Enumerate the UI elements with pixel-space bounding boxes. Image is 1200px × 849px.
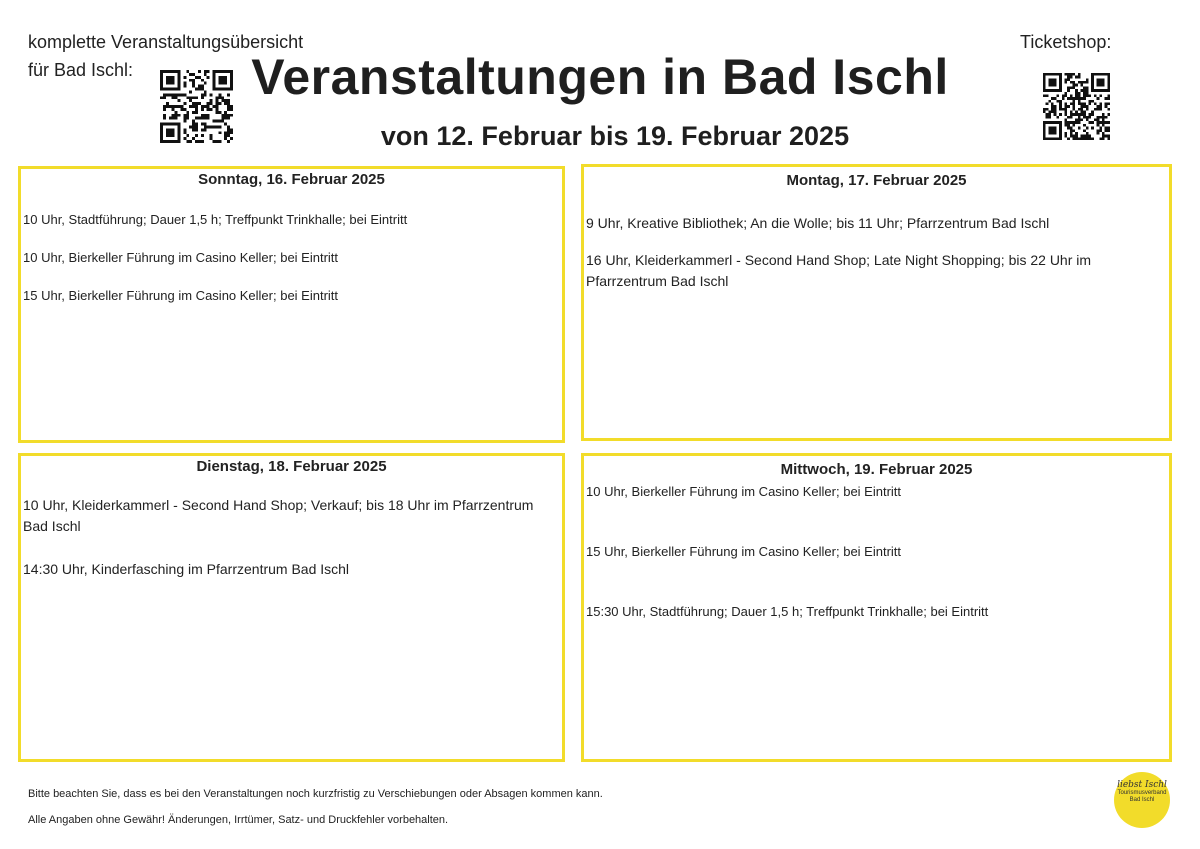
event-item: 10 Uhr, Stadtführung; Dauer 1,5 h; Treffpunkt Trinkhalle; bei Eintritt	[23, 212, 408, 227]
event-list	[584, 482, 1169, 622]
day-heading: Montag, 17. Februar 2025	[786, 172, 967, 189]
day-heading: Sonntag, 16. Februar 2025	[198, 171, 385, 188]
event-item: 10 Uhr, Bierkeller Führung im Casino Keller; bei Eintritt	[23, 250, 339, 265]
event-list	[21, 210, 562, 306]
day-box-monday	[581, 164, 1172, 441]
footer-note-2: Alle Angaben ohne Gewähr! Änderungen, Irrtümer, Satz- und Druckfehler vorbehalten.	[28, 814, 449, 826]
footer-notes	[28, 781, 603, 833]
event-item: 14:30 Uhr, Kinderfasching im Pfarrzentrum Bad Ischl	[23, 561, 350, 577]
day-box-wednesday	[581, 453, 1172, 762]
logo-line-1: Tourismusverband	[1117, 790, 1167, 796]
event-item: 9 Uhr, Kreative Bibliothek; An die Wolle; bis 11 Uhr; Pfarrzentrum Bad Ischl	[586, 215, 1050, 231]
footer-note-1: Bitte beachten Sie, dass es bei den Veranstaltungen noch kurzfristig zu Verschiebungen oder Absagen kommen kann.	[28, 788, 603, 800]
intro-line-2: für Bad Ischl:	[28, 60, 134, 80]
event-item: 15 Uhr, Bierkeller Führung im Casino Keller; bei Eintritt	[23, 288, 339, 303]
event-list	[21, 495, 562, 580]
event-item: 10 Uhr, Kleiderkammerl - Second Hand Shop; Verkauf; bis 18 Uhr im Pfarrzentrum Bad Ischl	[23, 497, 534, 534]
event-item: 15 Uhr, Bierkeller Führung im Casino Keller; bei Eintritt	[586, 544, 902, 559]
event-list	[584, 213, 1169, 292]
tourism-logo	[1114, 772, 1170, 828]
day-heading: Dienstag, 18. Februar 2025	[196, 458, 387, 475]
day-box-tuesday	[18, 453, 565, 762]
ticketshop-label: Ticketshop:	[1020, 32, 1112, 52]
event-item: 16 Uhr, Kleiderkammerl - Second Hand Shop; Late Night Shopping; bis 22 Uhr im Pfarrzentrum Bad Ischl	[586, 252, 1092, 289]
event-item: 10 Uhr, Bierkeller Führung im Casino Keller; bei Eintritt	[586, 484, 902, 499]
logo-line-2: Bad Ischl	[1129, 797, 1155, 803]
day-box-sunday	[18, 166, 565, 443]
intro-line-1: komplette Veranstaltungsübersicht	[28, 32, 304, 52]
logo-script-text: liebst Ischl	[1117, 780, 1167, 790]
page-title: Veranstaltungen in Bad Ischl	[251, 49, 949, 105]
date-range-subtitle: von 12. Februar bis 19. Februar 2025	[380, 121, 850, 151]
ticketshop-qr-code-icon[interactable]	[1043, 73, 1110, 140]
day-heading: Mittwoch, 19. Februar 2025	[780, 461, 973, 478]
event-item: 15:30 Uhr, Stadtführung; Dauer 1,5 h; Treffpunkt Trinkhalle; bei Eintritt	[586, 604, 989, 619]
